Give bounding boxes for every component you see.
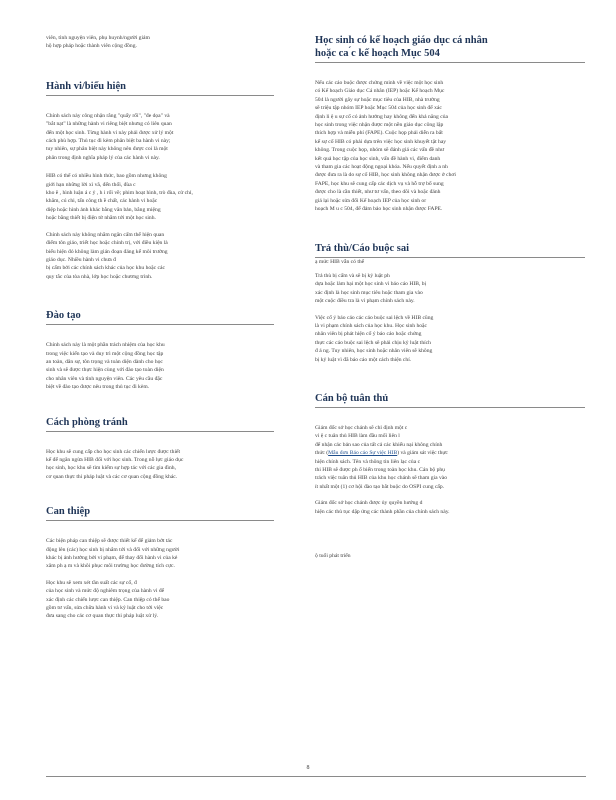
- hib-report-form-link[interactable]: Mẫu đơn Báo cáo Sự việc HIB: [328, 450, 398, 457]
- heading-training: Đào tạo: [46, 309, 274, 325]
- compliance-text-a: Giám đốc sở học chánh sẽ chỉ định một c vi ệ c tuân thủ HIB làm đầu mối liên l để nhận các bản sao của tất cả các khiếu nại không chính thức (: [315, 424, 443, 457]
- behaviors-paragraph-1: Chính sách này công nhận rằng "quấy rối", "đe dọa" và "bắt nạt" là những hành vi riêng biệt nhưng có liên quan đến một học sinh. Từng hành vi này phải được xử lý một cách phù hợp. Thủ tục đi kèm phân biệt ba hành vi này; tuy nhiên, sự phân biệt này không nên được coi là một phân trong định nghĩa pháp lý của các hành vi này.: [46, 112, 174, 161]
- left-column: [46, 0, 274, 629]
- compliance-text-b: ) và giám sát việc thực hiện chính sách. Tên và thông tin liên lạc của c thi HIB sẽ được ph ổ biến trong toàn học khu. Cán bộ phụ trách việc tuân thủ HIB của khu học chánh sẽ tham gia vào ít nhất một (1) cơ hội đào tạo bắt buộc do OSPI cung cấp.: [315, 450, 448, 490]
- intro-text: viên, tình nguyện viên, phụ huynh/người giám hộ hợp pháp hoặc thành viên cộng đồng.: [46, 35, 150, 50]
- heading-intervention: Can thiệp: [46, 505, 274, 521]
- heading-retaliation: Trả thù/Cáo buộc sai: [315, 242, 585, 258]
- compliance-paragraph-1: [315, 424, 585, 491]
- footer-divider: [46, 776, 586, 777]
- heading-prevention: Cách phòng tránh: [46, 416, 274, 432]
- compliance-paragraph-2: Giám đốc sở học chánh được ủy quyền hướng d hiện các thủ tục dặp ứng các thành phần của chính sách này.: [315, 500, 450, 515]
- iep-paragraph: Nếu các cáo buộc được chứng minh về việc một học sinh có Kế hoạch Giáo dục Cá nhân (IEP) hoặc Kế hoạch Mục 504 là người gây sự hoặc mục tiêu của HIB, nhà trường sẽ triệu tập nhóm IEP hoặc Mục 504 của học sinh để xác định li ệ u sự cố có ảnh hưởng hay không đến khả năng của học sinh trong việc nhận được một nền giáo dục công lập thích hợp và miễn phí (FAPE). Cuộc họp phải diễn ra bất kể sự cố HIB có phải dựa trên việc học sinh khuyết tật hay không. Trong cuộc họp, nhóm sẽ đánh giá các vấn đề như kết quả học tập của học sinh, vấn đề hành vi, điểm danh và tham gia các hoạt động ngoại khóa. Nếu quyết định a nh được đưa ra là do sự cố HIB, học sinh không nhận được ở chơi FAPE, học khu sẽ cung cấp các dịch vụ và hỗ trợ bổ sung được cho là cần thiết, như tư vấn, theo dõi và hoặc đánh giá lại hoặc sửa đổi Kế hoạch IEP của học sinh or hoạch M u c 504, để đảm bảo học sinh nhận được FAPE.: [315, 80, 456, 213]
- compliance-fragment: ộ tuổi phát triển: [315, 553, 351, 560]
- behaviors-paragraph-2: HIB có thể có nhiều hình thức, bao gồm nhưng không giới hạn những lời xì vã, đến thối, đùa c kho ẽ , hình luận á c ỷ , h i rối về; phim hoạt hình, trò đùa, cử chỉ, khăm, cú chi, tấn công th ề chất, các hành vi hoặc diệp hoặc hình ảnh khác bằng văn bản, bằng miệng hoặc bằng thiết bị điện tử nhằm tới một học sinh.: [46, 173, 193, 222]
- intervention-paragraph-2: Học khu sẽ xem xét tần suất các sự cố, đ của học sinh và mức độ nghiêm trọng của hành vi để xác định các chiến lược can thiệp. Can thiệp có thể bao gồm tư vấn, sửa chữa hành vi và kỷ luật cho tới việc đưa sang cho các cơ quan thực thi pháp luật xử lý.: [46, 579, 170, 620]
- right-column: [315, 0, 585, 568]
- page-number: 8: [306, 765, 310, 771]
- heading-compliance-officer: Cán bộ tuân thủ: [315, 392, 585, 408]
- heading-behaviors: Hành vi/biểu hiện: [46, 80, 274, 96]
- prevention-paragraph: Học khu sẽ cung cấp cho học sinh các chiến lược được thiết kế để ngăn ngừa HIB đối với học sinh. Trong nỗ lực giáo dục học sinh, học khu sẽ tìm kiếm sự hợp tác với các gia đình, cơ quan thực thi pháp luật và các cơ quan cộng đồng khác.: [46, 448, 184, 480]
- heading-iep-504: Học sinh có kế hoạch giáo dục cá nhân hoặc ca ́c kế hoạch Mục 504: [315, 34, 585, 63]
- retaliation-subline: ạ mức HIB vẫn có thể: [315, 258, 365, 265]
- behaviors-paragraph-3: Chính sách này không nhằm ngăn cấm thể hiện quan điểm tôn giáo, triết học hoặc chính trị, với điều kiện là biểu hiện đó không làm gián đoạn đáng kể môi trường giáo dục. Nhiều hành vi chưa đ bị cấm bởi các chính sách khác của học khu hoặc các quy tắc của tòa nhà, lớp học hoặc chương trình.: [46, 231, 168, 280]
- retaliation-paragraph-1: Trả thù bị cấm và sẽ bị kỷ luật ph dựa hoặc làm hại một học sinh vì báo cáo HIB, bị xác định là học sinh mục tiêu hoặc tham gia vào một cuộc điều tra là vi phạm chính sách này.: [315, 272, 427, 305]
- retaliation-paragraph-2: Việc cố ý báo cáo các cáo buộc sai lệch về HIB cũng là vi phạm chính sách của học khu. Học sinh hoặc nhân viên bị phát hiện cố ý báo cáo hoặc chứng thực các cáo buộc sai lệch sẽ phải chịu kỷ luật thích đ á ng. Tuy nhiên, học sinh hoặc nhân viên sẽ không bị kỷ luật vì đã báo cáo một cách thiện chí.: [315, 314, 434, 363]
- training-paragraph: Chính sách này là một phần trách nhiệm của học khu trong việc kiến tạo và duy trì một cộng đồng học tập an toàn, dân sự, tôn trọng và toàn diện dành cho học sinh và sẽ được thực hiện cùng với đào tạo toàn diện cho nhân viên và tình nguyện viên. Các yêu cầu đặc biệt về đào tạo được nêu trong thủ tục đi kèm.: [46, 342, 165, 391]
- intervention-paragraph-1: Các biện pháp can thiệp sẽ được thiết kế để giảm bớt tác động lên (các) học sinh bị nhắm tới và đối với những người khác bị ảnh hưởng bởi vi phạm, để thay đổi hành vi của kẻ xâm ph ạ m và khôi phục môi trường học đường tích cực.: [46, 538, 180, 570]
